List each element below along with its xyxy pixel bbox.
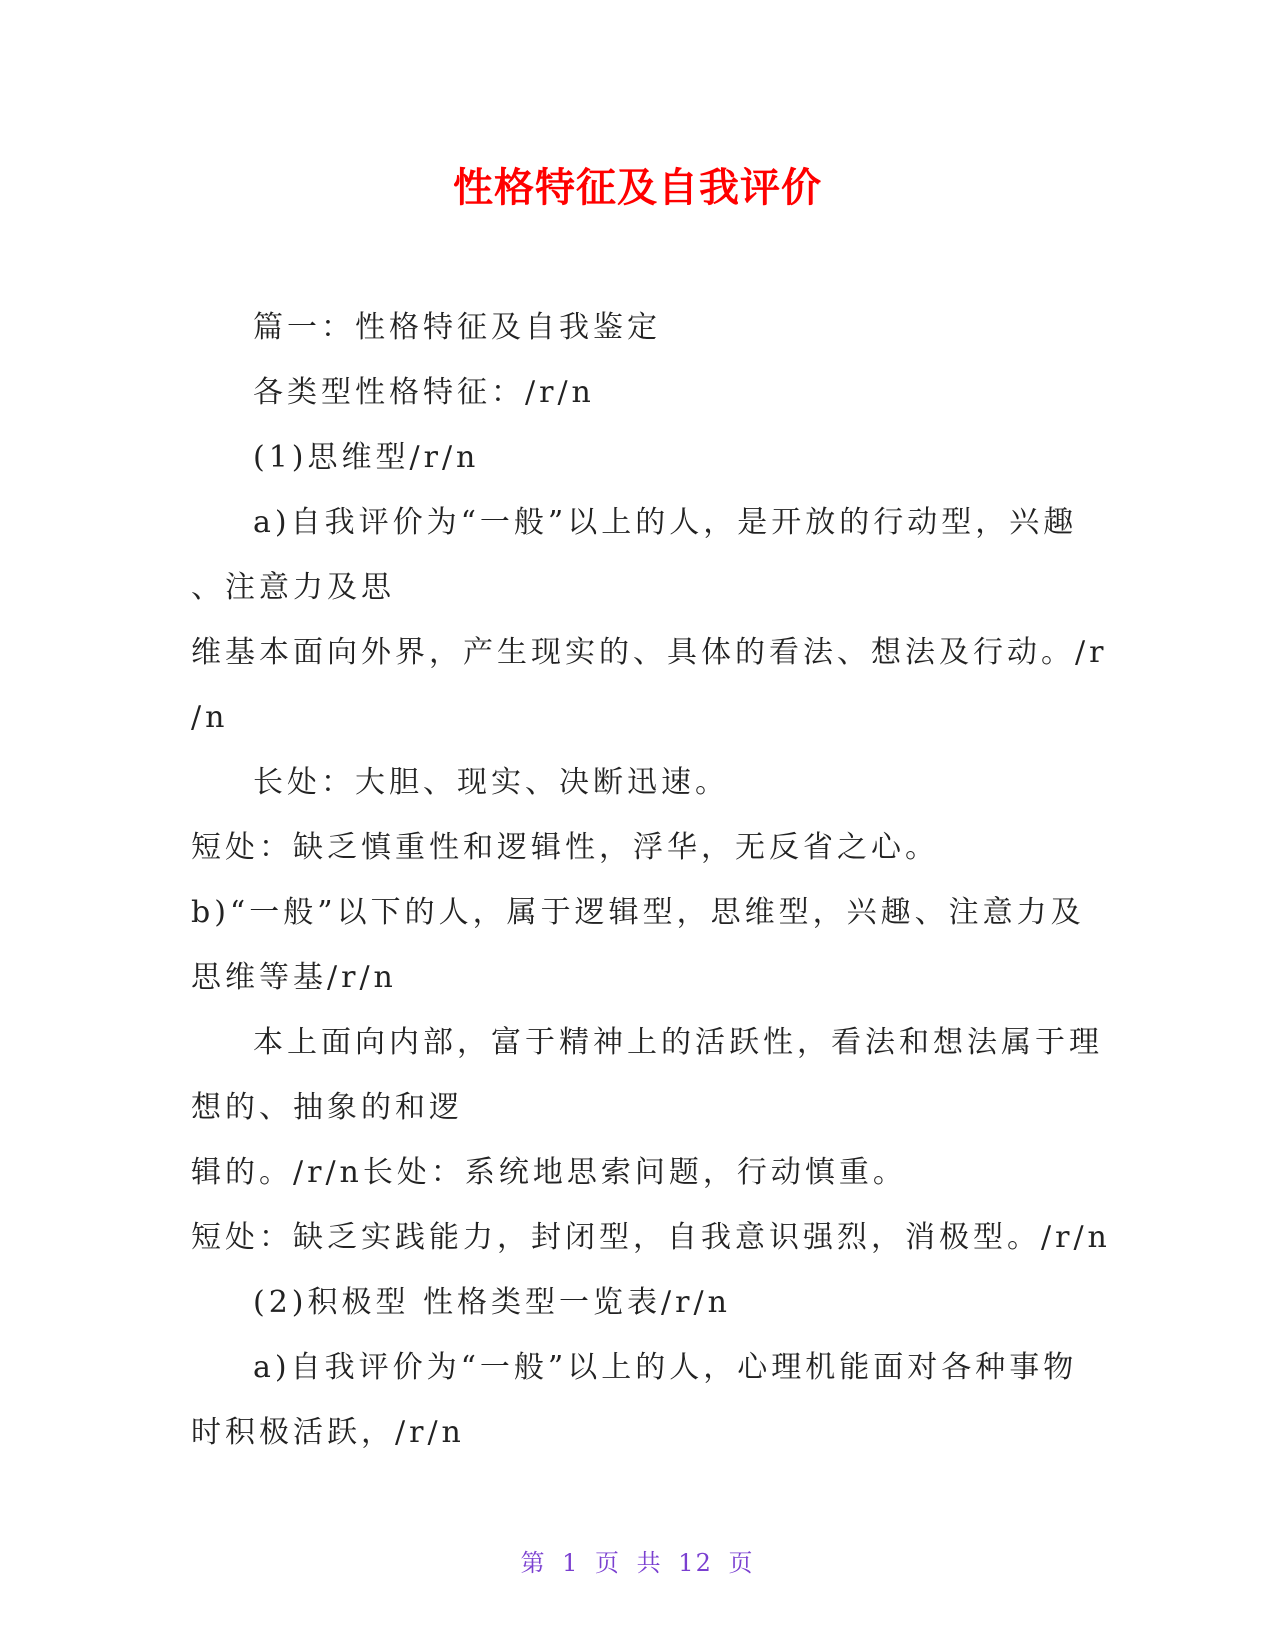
text-line: (1)思维型/r/n xyxy=(253,440,480,475)
text-line: 思维等基/r/n xyxy=(191,960,397,995)
text-line: 想的、抽象的和逻 xyxy=(191,1090,463,1125)
text-line: 短处：缺乏实践能力，封闭型，自我意识强烈，消极型。/r/n xyxy=(191,1220,1111,1255)
text-line: 辑的。/r/n长处：系统地思索问题，行动慎重。 xyxy=(191,1155,907,1190)
page-footer: 第 1 页 共 12 页 xyxy=(520,1549,755,1577)
document-title: 性格特征及自我评价 xyxy=(453,165,822,211)
text-line: a)自我评价为“一般”以上的人，心理机能面对各种事物 xyxy=(253,1350,1078,1385)
document-body xyxy=(191,295,1111,1465)
text-line: 短处：缺乏慎重性和逻辑性，浮华，无反省之心。 xyxy=(191,830,939,865)
text-line: (2)积极型 性格类型一览表/r/n xyxy=(253,1285,731,1320)
text-line: 、注意力及思 xyxy=(191,570,395,605)
text-line: /n xyxy=(191,700,229,735)
text-line: 长处：大胆、现实、决断迅速。 xyxy=(253,765,729,800)
text-line: 篇一：性格特征及自我鉴定 xyxy=(253,310,661,345)
text-line: a)自我评价为“一般”以上的人，是开放的行动型，兴趣 xyxy=(253,505,1078,540)
text-line: 时积极活跃，/r/n xyxy=(191,1415,465,1450)
text-line: 维基本面向外界，产生现实的、具体的看法、想法及行动。/r xyxy=(191,635,1108,670)
text-line: b)“一般”以下的人，属于逻辑型，思维型，兴趣、注意力及 xyxy=(191,895,1085,930)
text-line: 本上面向内部，富于精神上的活跃性，看法和想法属于理 xyxy=(253,1025,1103,1060)
text-line: 各类型性格特征：/r/n xyxy=(253,375,595,410)
